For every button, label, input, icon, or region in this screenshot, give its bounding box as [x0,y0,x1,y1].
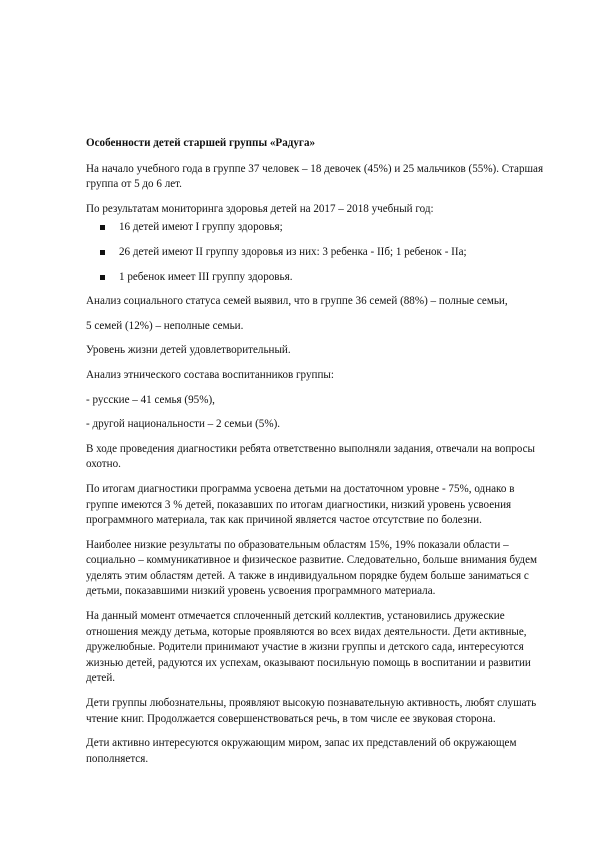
square-bullet-icon [100,250,105,255]
paragraph-group-cohesion: На данный момент отмечается сплоченный детский коллектив, установились дружеские отношения между детьма, которые проявляются во всех видах деятельности. Дети активные, дружелюбные. Родители принимают участие в жизни группы и детского сада, интересуются жизнью детей, радуются их успехам, оказывают посильную помощь в воспитании и развитии детей. [86,610,531,685]
list-item-text: 1 ребенок имеет III группу здоровья. [119,270,293,283]
paragraph-program-results: По итогам диагностики программа усвоена детьми на достаточном уровне - 75%, однако в группе имеются 3 % детей, показавших по итогам диагностики, низкий уровень усвоения программного материала, так как причиной является частое отсутствие по болезни. [86,482,515,527]
list-item [86,220,546,236]
square-bullet-icon [100,275,105,280]
paragraph-russian-families: - русские – 41 семья (95%), [86,393,215,406]
square-bullet-icon [100,225,105,230]
paragraph-health-monitoring: По результатам мониторинга здоровья детей на 2017 – 2018 учебный год: [86,202,434,215]
health-groups-list [86,220,546,285]
document-title: Особенности детей старшей группы «Радуга» [86,137,316,149]
paragraph-low-results: Наиболее низкие результаты по образовательным областям 15%, 19% показали области – социально – коммуникативное и физическое развитие. Следовательно, больше внимания будем уделять этим областям детей. А также в индивидуальном порядке будем больше заниматься с детьми, показавшими низкий уровень усвоения программного материала. [86,538,538,598]
list-item [86,245,546,261]
list-item-text: 16 детей имеют I группу здоровья; [119,221,283,234]
list-item-text: 26 детей имеют II группу здоровья из них: 3 ребенка - IIб; 1 ребенок - IIа; [119,245,467,258]
paragraph-diagnostics: В ходе проведения диагностики ребята ответственно выполняли задания, отвечали на вопросы охотно. [86,442,535,471]
list-item [86,270,546,286]
paragraph-curiosity: Дети группы любознательны, проявляют высокую познавательную активность, любят слушать чтение книг. Продолжается совершенствоваться речь, в том числе ее звуковая сторона. [86,697,537,725]
document-body [86,136,546,776]
paragraph-incomplete-families: 5 семей (12%) – неполные семьи. [86,319,244,332]
paragraph-living-standard: Уровень жизни детей удовлетворительный. [86,344,291,357]
paragraph-ethnic-analysis: Анализ этнического состава воспитанников группы: [86,368,334,381]
paragraph-social-status: Анализ социального статуса семей выявил, что в группе 36 семей (88%) – полные семьи, [86,295,508,308]
paragraph-group-size: На начало учебного года в группе 37 человек – 18 девочек (45%) и 25 мальчиков (55%). Старшая группа от 5 до 6 лет. [86,162,544,191]
paragraph-world-interest: Дети активно интересуются окружающим миром, запас их представлений об окружающем пополняется. [86,737,517,765]
paragraph-other-nationality: - другой национальности – 2 семьи (5%). [86,418,281,431]
